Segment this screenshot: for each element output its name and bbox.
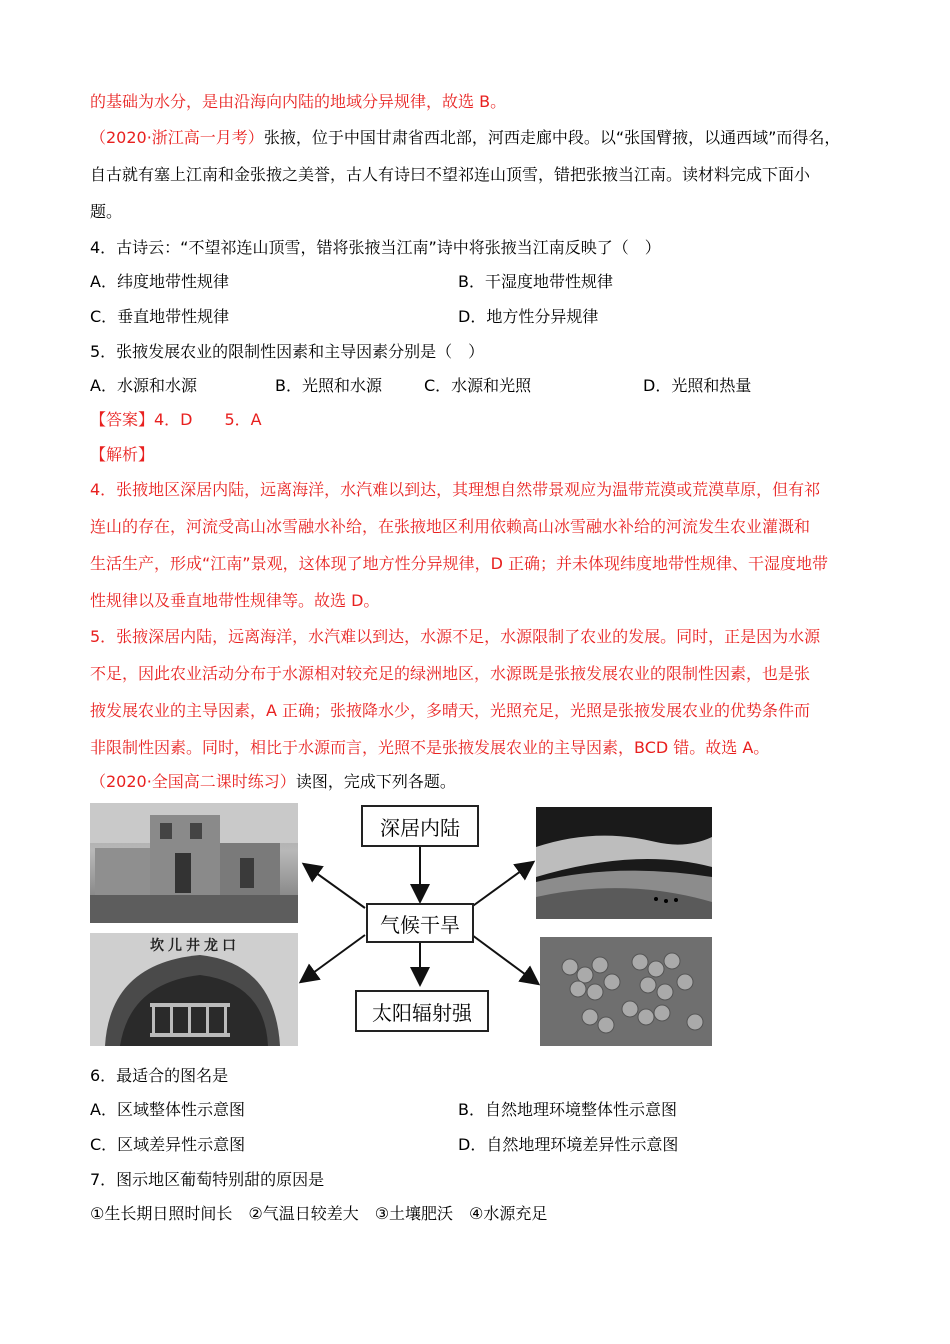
q4-option-c: C．垂直地带性规律	[90, 307, 230, 326]
q4-option-b: B．干湿度地带性规律	[458, 272, 613, 291]
exp4-line-4: 性规律以及垂直地带性规律等。故选 D。	[90, 591, 380, 610]
box-deep-inland: 深居内陆	[361, 805, 479, 847]
diagram	[90, 803, 712, 1046]
q4-material-line-1: （2020·浙江高一月考）张掖，位于中国甘肃省西北部，河西走廊中段。以“张国臂掖，以通西域”而得名，	[90, 128, 841, 147]
q6-source: （2020·全国高二课时练习）	[90, 772, 296, 791]
q7-choices: ①生长期日照时间长 ②气温日较差大 ③土壤肥沃 ④水源充足	[90, 1204, 548, 1223]
q4-material-line-3: 题。	[90, 202, 123, 221]
q6-intro: （2020·全国高二课时练习）读图，完成下列各题。	[90, 772, 456, 791]
q4-option-a: A．纬度地带性规律	[90, 272, 229, 291]
analysis-label: 【解析】	[90, 445, 155, 464]
q6-option-c: C．区域差异性示意图	[90, 1135, 246, 1154]
exp4-line-1: 4．张掖地区深居内陆，远离海洋，水汽难以到达，其理想自然带景观应为温带荒漠或荒漠草原，但有祁	[90, 480, 821, 499]
exp5-line-1: 5．张掖深居内陆，远离海洋，水汽难以到达，水源不足，水源限制了农业的发展。同时，正是因为水源	[90, 627, 821, 646]
q6-stem: 6．最适合的图名是	[90, 1066, 229, 1085]
exp4-line-2: 连山的存在，河流受高山冰雪融水补给，在张掖地区利用依赖高山冰雪融水补给的河流发生农业灌溉和	[90, 517, 811, 536]
exp5-line-4: 非限制性因素。同时，相比于水源而言，光照不是张掖发展农业的主导因素，BCD 错。故选 A。	[90, 738, 770, 757]
box-arid-climate: 气候干旱	[366, 903, 474, 943]
q4-option-d: D．地方性分异规律	[458, 307, 599, 326]
answer-line: 【答案】4．D 5．A	[90, 410, 262, 429]
q6-option-d: D．自然地理环境差异性示意图	[458, 1135, 679, 1154]
q7-stem: 7．图示地区葡萄特别甜的原因是	[90, 1170, 325, 1189]
exp5-line-3: 掖发展农业的主导因素，A 正确；张掖降水少，多晴天，光照充足，光照是张掖发展农业的优势条件而	[90, 701, 811, 720]
q5-option-d: D．光照和热量	[643, 376, 752, 395]
q6-option-a: A．区域整体性示意图	[90, 1100, 245, 1119]
q5-option-b: B．光照和水源	[275, 376, 382, 395]
q5-option-a: A．水源和水源	[90, 376, 197, 395]
exp5-line-2: 不足，因此农业活动分布于水源相对较充足的绿洲地区，水源既是张掖发展农业的限制性因素，也是张	[90, 664, 811, 683]
karez-sign: 坎儿井龙口	[150, 938, 240, 954]
q5-stem: 5．张掖发展农业的限制性因素和主导因素分别是（ ）	[90, 342, 485, 361]
box-strong-radiation: 太阳辐射强	[355, 990, 489, 1032]
q5-option-c: C．水源和光照	[424, 376, 532, 395]
exp4-line-3: 生活生产，形成“江南”景观，这体现了地方性分异规律，D 正确；并未体现纬度地带性规律、干湿度地带	[90, 554, 828, 573]
q6-option-b: B．自然地理环境整体性示意图	[458, 1100, 677, 1119]
q4-material-line-2: 自古就有塞上江南和金张掖之美誉，古人有诗曰不望祁连山顶雪，错把张掖当江南。读材料完成下面小	[90, 165, 811, 184]
q4-stem: 4．古诗云：“不望祁连山顶雪，错将张掖当江南”诗中将张掖当江南反映了（ ）	[90, 238, 661, 257]
q4-source: （2020·浙江高一月考）	[90, 128, 264, 147]
intro-tail: 的基础为水分，是由沿海向内陆的地域分异规律，故选 B。	[90, 92, 507, 111]
